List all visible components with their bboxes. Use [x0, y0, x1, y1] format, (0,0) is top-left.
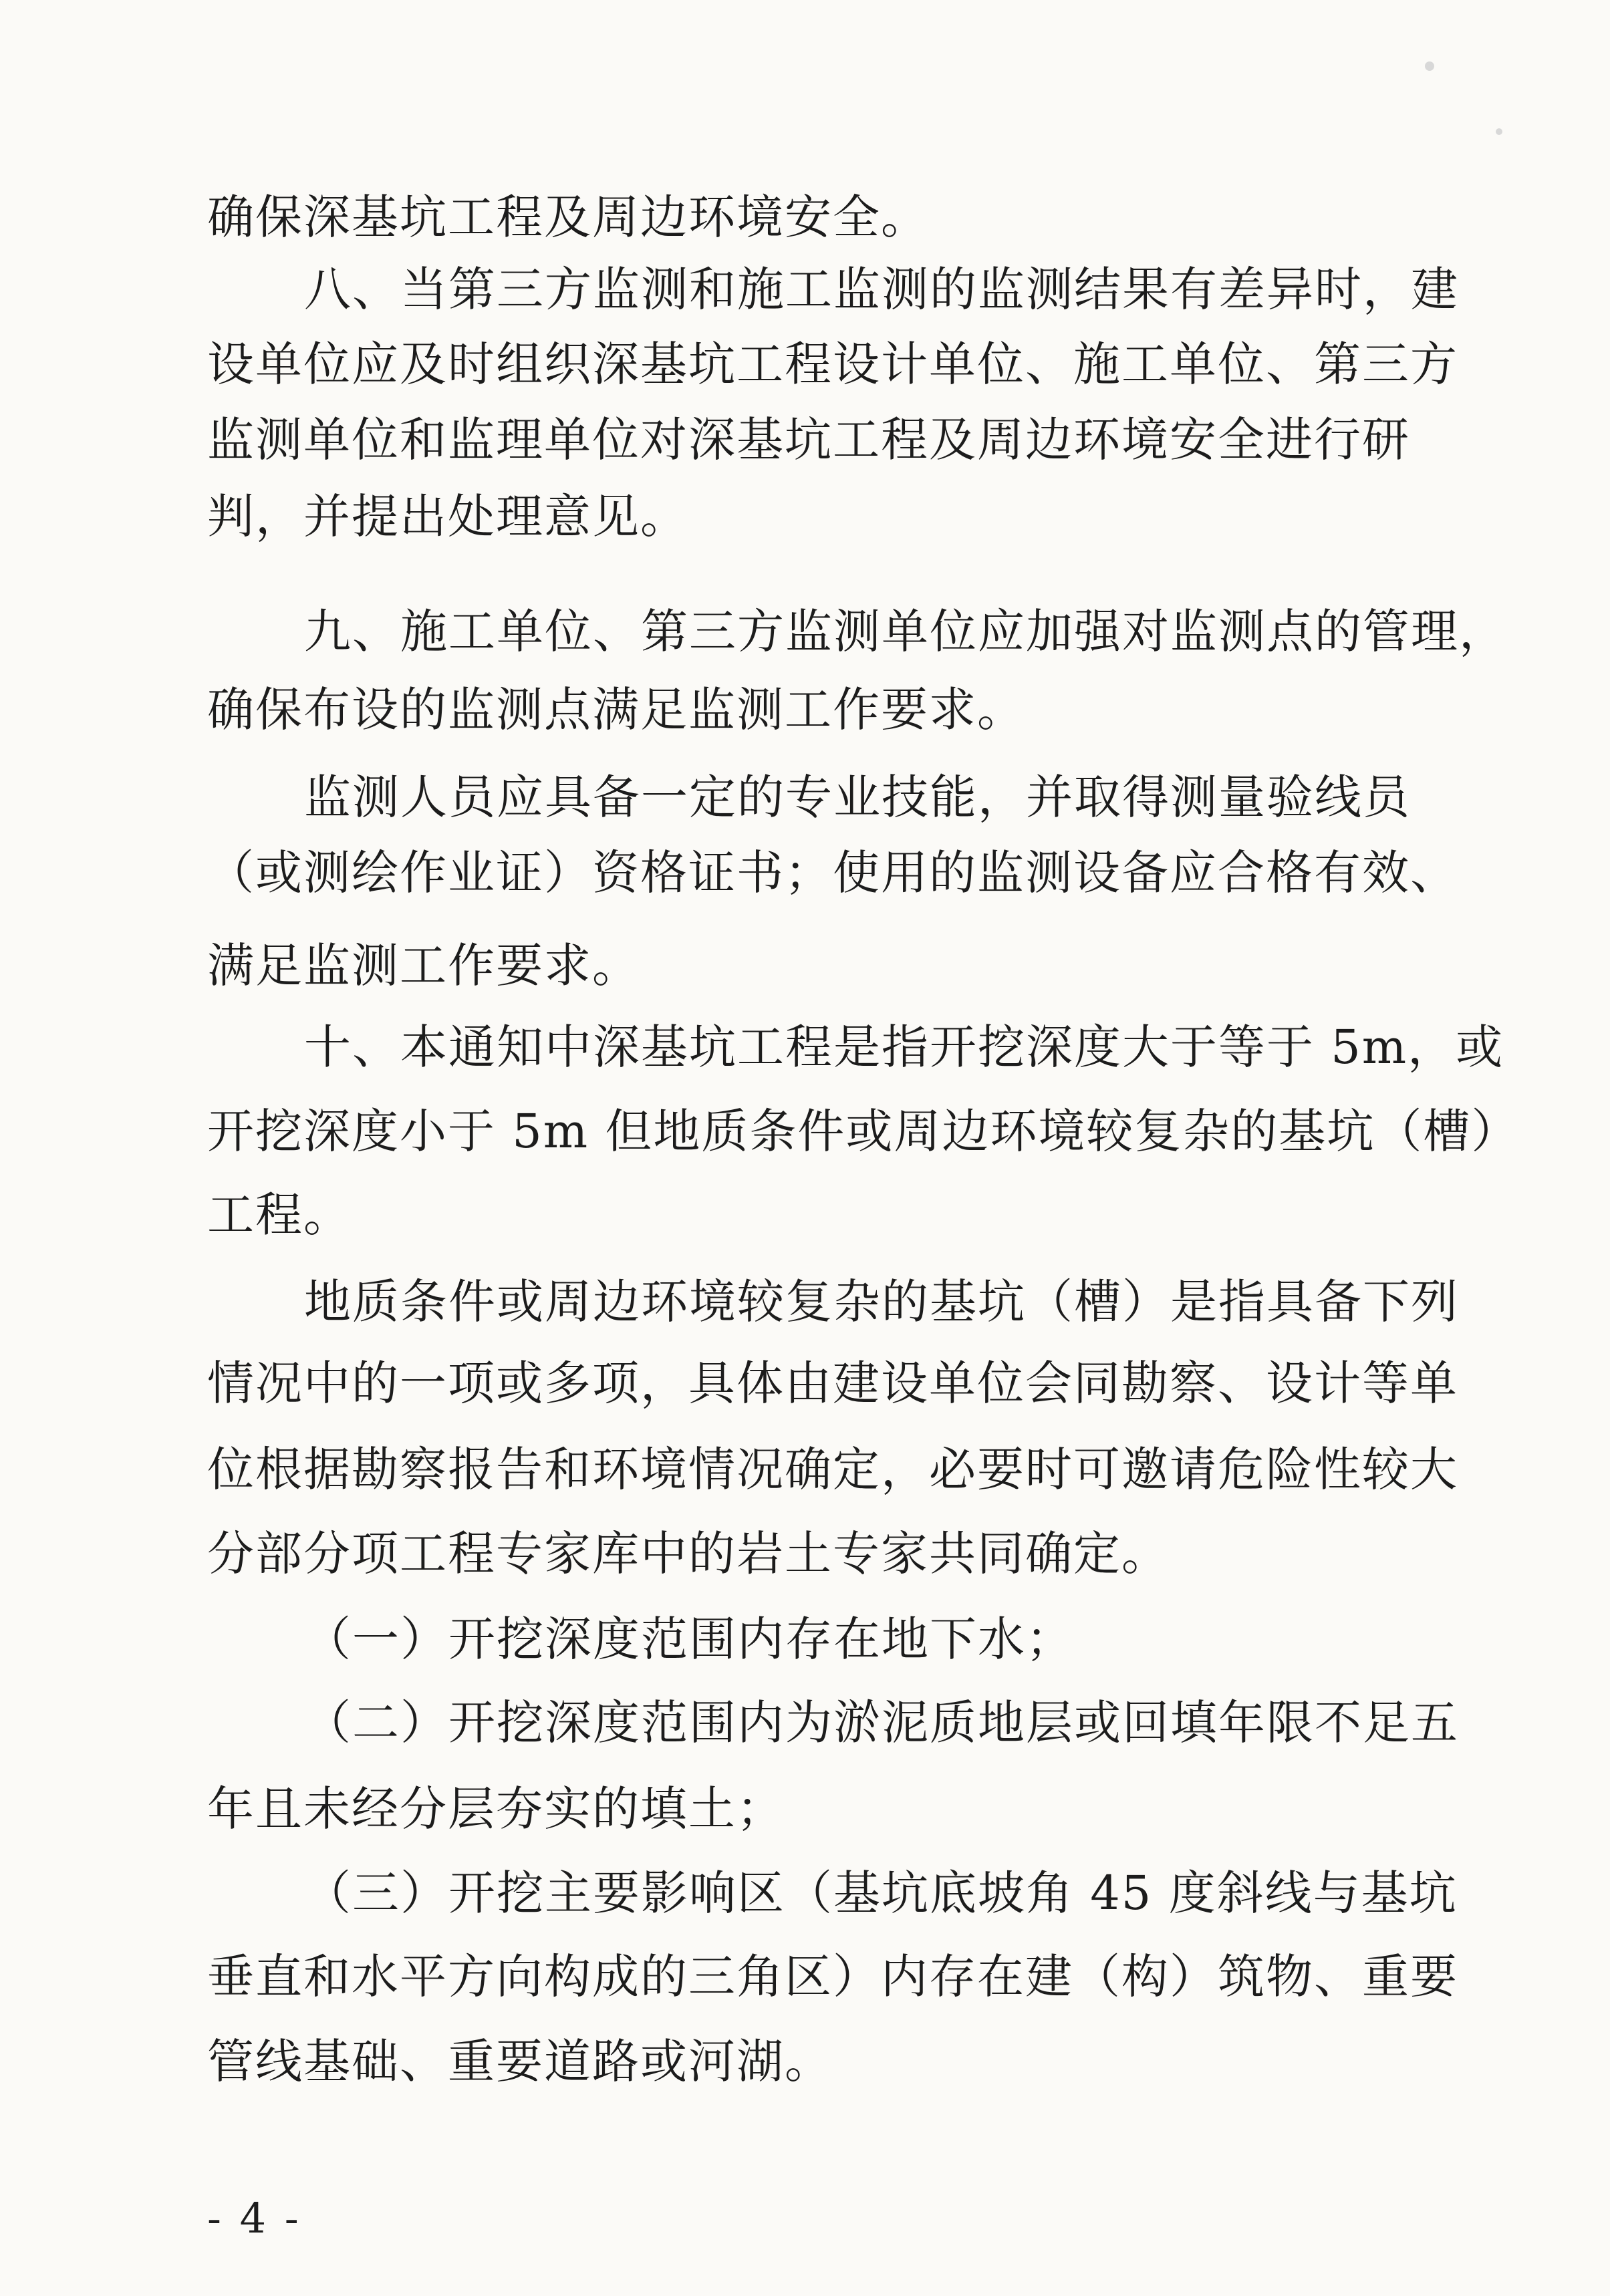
scan-speck — [1425, 61, 1434, 71]
item-2-line-1: （二）开挖深度范围内为淤泥质地层或回填年限不足五 — [304, 1695, 1459, 1750]
paragraph-9-line-2: 确保布设的监测点满足监测工作要求。 — [207, 682, 1025, 737]
page-number: - 4 - — [207, 2194, 301, 2243]
scan-speck — [1496, 128, 1502, 135]
paragraph-complex-line-3: 位根据勘察报告和环境情况确定，必要时可邀请危险性较大 — [207, 1442, 1458, 1497]
text-line: 确保深基坑工程及周边环境安全。 — [207, 190, 929, 245]
item-2-line-2: 年且未经分层夯实的填土； — [207, 1781, 785, 1836]
paragraph-10-line-3: 工程。 — [207, 1187, 352, 1242]
paragraph-10-line-2: 开挖深度小于 5m 但地质条件或周边环境较复杂的基坑（槽） — [207, 1104, 1520, 1159]
paragraph-staff-line-3: 满足监测工作要求。 — [207, 938, 640, 993]
paragraph-10-line-1: 十、本通知中深基坑工程是指开挖深度大于等于 5m，或 — [304, 1020, 1504, 1074]
paragraph-8-line-3: 监测单位和监理单位对深基坑工程及周边环境安全进行研 — [207, 412, 1410, 467]
paragraph-complex-line-2: 情况中的一项或多项，具体由建设单位会同勘察、设计等单 — [207, 1356, 1458, 1411]
item-3-line-2: 垂直和水平方向构成的三角区）内存在建（构）筑物、重要 — [207, 1949, 1458, 2004]
paragraph-8-line-1: 八、当第三方监测和施工监测的监测结果有差异时，建 — [304, 262, 1459, 317]
paragraph-complex-line-1: 地质条件或周边环境较复杂的基坑（槽）是指具备下列 — [304, 1274, 1459, 1329]
paragraph-8-line-4: 判，并提出处理意见。 — [207, 489, 688, 544]
item-1: （一）开挖深度范围内存在地下水； — [304, 1612, 1074, 1667]
item-3-line-3: 管线基础、重要道路或河湖。 — [207, 2034, 833, 2089]
paragraph-complex-line-4: 分部分项工程专家库中的岩土专家共同确定。 — [207, 1526, 1170, 1581]
paragraph-9-line-1: 九、施工单位、第三方监测单位应加强对监测点的管理， — [304, 604, 1507, 659]
paragraph-staff-line-2: （或测绘作业证）资格证书；使用的监测设备应合格有效、 — [207, 845, 1458, 900]
paragraph-staff-line-1: 监测人员应具备一定的专业技能，并取得测量验线员 — [304, 770, 1411, 825]
item-3-line-1: （三）开挖主要影响区（基坑底坡角 45 度斜线与基坑 — [304, 1866, 1458, 1920]
paragraph-8-line-2: 设单位应及时组织深基坑工程设计单位、施工单位、第三方 — [207, 337, 1458, 392]
